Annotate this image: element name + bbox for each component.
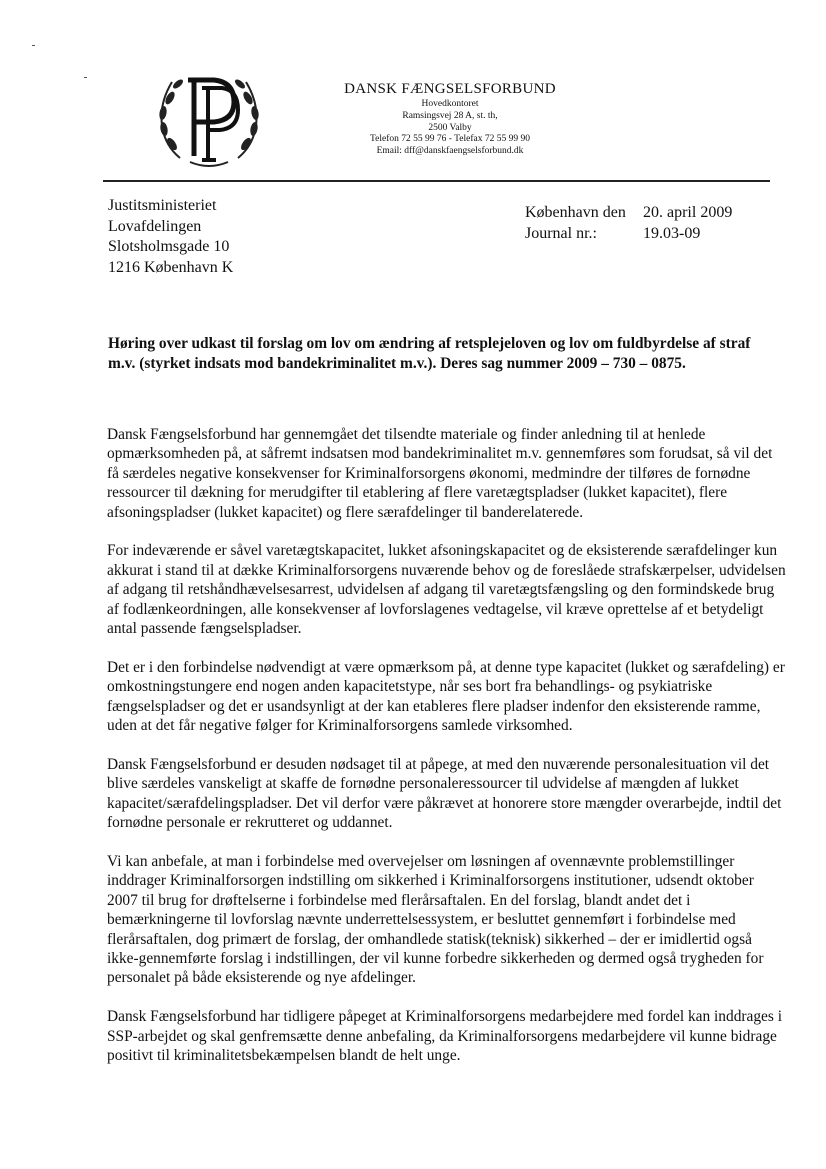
subject-heading: Høring over udkast til forslag om lov om ændring af retsplejeloven og lov om fuldbyrdelse af straf m.v. (styrket indsats mod bandekriminalitet m.v.). Deres sag nummer 2009 – 730 – 0875. (108, 335, 751, 372)
recipient-line: Slotsholmsgade 10 (108, 238, 230, 255)
body-paragraph: Dansk Fængselsforbund har gennemgået det tilsendte materiale og finder anledning til at henlede opmærksomheden på, at såfremt indsatsen mod bandekriminalitet m.v. gennemføres som forudsat, så vil det få særdeles negative konsekvenser for Kriminalforsorgens økonomi, medmindre der tilføres de fornødne ressourcer til dækning for merudgifter til etablering af flere varetægtspladser (lukket kapacitet), flere afsoningspladser (lukket kapacitet) og flere særafdelinger til banderelaterede. (107, 426, 773, 521)
recipient-line: 1216 København K (108, 258, 234, 276)
scan-speck (84, 77, 87, 78)
recipient-line: Lovafdelingen (108, 217, 202, 235)
journal-row (525, 224, 732, 245)
letter-date: 20. april 2009 (643, 204, 733, 221)
body-paragraph: Vi kan anbefale, at man i forbindelse med overvejelser om løsningen af ovennævnte problemstillinger inddrager Kriminalforsorgen indstilling om sikkerhed i Kriminalforsorgens institutioner, udsendt oktober 2007 til brug for drøftelserne i forbindelse med flerårsaftalen. En del forslag, blandt andet det i bemærkningerne til lovforslag nævnte underrettelsessystem, er besluttet gennemført i forbindelse med flerårsaftalen, dog primært de forslag, der omhandlede statisk(teknisk) sikkerhed – der er imidlertid også ikke-gennemførte forslag i indstillingen, der vil kunne forbedre sikkerheden og dermed også trygheden for personalet på både eksisterende og nye afdelinger. (107, 852, 764, 987)
recipient-line: Justitsministeriet (108, 197, 217, 214)
letterhead (340, 80, 560, 158)
org-phone: Telefon 72 55 99 76 - Telefax 72 55 99 90 (370, 134, 530, 145)
org-name: DANSK FÆNGSELSFORBUND (344, 81, 556, 97)
letter-body (107, 425, 787, 1085)
journal-number: 19.03-09 (643, 224, 701, 242)
scan-speck (32, 45, 35, 46)
dff-logo-icon (150, 58, 268, 174)
org-postal: 2500 Valby (428, 122, 472, 133)
recipient-address (108, 196, 233, 278)
letterhead-divider (103, 180, 770, 182)
org-email: Email: dff@danskfaengselsforbund.dk (376, 146, 524, 157)
body-paragraph: For indeværende er såvel varetægtskapacitet, lukket afsoningskapacitet og de eksisterende særafdelinger kun akkurat i stand til at dække Kriminalforsorgens nuværende behov og de foreslåede strafskærpelser, udvidelsen af adgang til retshåndhævelsesarrest, udvidelsen af adgang til varetægtsfængsling og den formindskede brug af fodlænkeordningen, alle konsekvenser af lovforslagenes vedtagelse, vil kræve oprettelse af et betydeligt antal passende fængselspladser. (107, 542, 786, 638)
org-street: Ramsingsvej 28 A, st. th, (402, 110, 498, 121)
date-row (525, 203, 732, 224)
org-office: Hovedkontoret (421, 98, 479, 109)
body-paragraph: Dansk Fængselsforbund er desuden nødsaget til at påpege, at med den nuværende personalesituation vil det blive særdeles vanskeligt at skaffe de fornødne personaleressourcer til udvidelse af mængden af lukket kapacitet/særafdelingspladser. Det vil derfor være påkrævet at honorere store mængder overarbejde, indtil det fornødne personale er rekrutteret og uddannet. (107, 755, 782, 832)
place-label: København den (525, 204, 626, 221)
journal-label: Journal nr.: (525, 224, 597, 242)
body-paragraph: Det er i den forbindelse nødvendigt at være opmærksom på, at denne type kapacitet (lukket og særafdeling) er omkostningstungere end nogen anden kapacitetstype, når ses bort fra behandlings- og psykiatriske fængselspladser og det er usandsynligt at der kan etableres flere pladser indenfor den eksisterende ramme, uden at det får negative følger for Kriminalforsorgens samlede virksomhed. (107, 658, 785, 735)
letter-meta (525, 203, 732, 244)
body-paragraph: Dansk Fængselsforbund har tidligere påpeget at Kriminalforsorgens medarbejdere med fordel kan inddrages i SSP-arbejdet og skal genfremsætte denne anbefaling, da Kriminalforsorgens medarbejdere vil kunne bidrage positivt til kriminalitetsbekæmpelsen blandt de helt unge. (107, 1008, 782, 1064)
